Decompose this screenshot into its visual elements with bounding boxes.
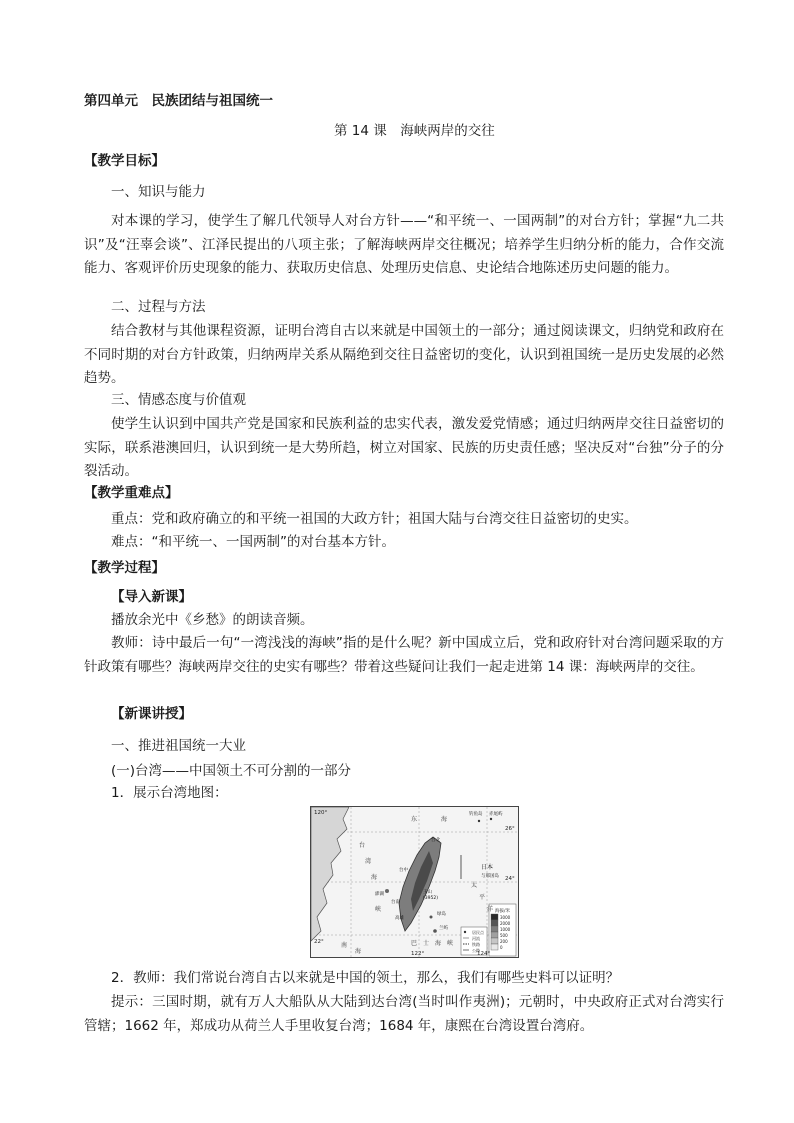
part-heading-1: 一、推进祖国统一大业	[111, 738, 246, 754]
section-objectives: 【教学目标】	[84, 153, 165, 169]
lat-label: 22°	[314, 939, 324, 945]
place-label: 日本	[481, 864, 494, 871]
difficulty-text: 难点：“和平统一、一国两制”的对台基本方针。	[111, 534, 395, 550]
new-lesson-heading: 【新课讲授】	[111, 706, 192, 722]
place-label: 绿岛	[437, 912, 446, 917]
legend-level: 3000	[500, 915, 511, 920]
hint-paragraph: 提示：三国时期，就有万人大船队从大陆到达台湾(当时叫作夷洲)；元朝时，中央政府正式对台湾实行管辖；1662 年，郑成功从荷兰人手里收复台湾；1684 年，康熙在台湾设置台湾府。	[84, 994, 724, 1034]
legend-item: 公路	[472, 948, 480, 953]
sea-label: 洋	[487, 906, 494, 913]
unit-title: 第四单元 民族团结与祖国统一	[84, 93, 273, 109]
place-label: 高雄	[395, 916, 404, 921]
sea-label: 台	[359, 842, 366, 849]
focus-text: 重点：党和政府确立的和平统一祖国的大政方针；祖国大陆与台湾交往日益密切的史实。	[111, 511, 638, 527]
legend-level: 200	[500, 939, 508, 944]
sea-label: 湾	[365, 858, 372, 865]
legend-level: 500	[500, 933, 508, 938]
sea-label: 海	[371, 874, 378, 881]
sea-label: 平	[479, 894, 486, 901]
objective-heading-1: 一、知识与能力	[111, 184, 206, 200]
legend-item: 居民点	[472, 930, 484, 935]
place-label: 兰屿	[439, 926, 448, 931]
section-process: 【教学过程】	[84, 560, 165, 576]
penghu-islands	[385, 889, 389, 893]
place-label: 澎湖	[375, 892, 384, 897]
item-2: 2．教师：我们常说台湾自古以来就是中国的领土，那么，我们有哪些史料可以证明？	[111, 970, 620, 986]
place-label: 台中	[399, 868, 408, 873]
intro-heading: 【导入新课】	[111, 589, 192, 605]
sea-label: 巴	[411, 940, 418, 947]
taiwan-map	[310, 806, 519, 958]
sea-label: 峡	[447, 940, 454, 947]
lon-label: 122°	[411, 951, 425, 957]
lat-label: 26°	[505, 826, 515, 832]
place-label: 台南	[391, 900, 400, 905]
place-label: 台北	[431, 838, 440, 843]
objective-paragraph-3: 使学生认识到中国共产党是国家和民族利益的忠实代表，激发爱党情感；通过归纳两岸交往日益密切的实际，联系港澳回归，认识到统一是大势所趋，树立对国家、民族的历史责任感；坚决反对“台独”分子的分裂活动。	[84, 416, 724, 479]
intro-paragraph-1: 播放余光中《乡愁》的朗读音频。	[111, 612, 314, 628]
sea-label: 士	[423, 940, 430, 947]
sea-label: 太	[471, 882, 478, 889]
sea-label: 东	[411, 816, 418, 823]
sea-label: 海	[435, 940, 442, 947]
legend-item: 河流	[472, 936, 480, 941]
legend-title: 海拔/米	[495, 909, 511, 914]
taiwan-map-graphic	[311, 807, 518, 957]
lat-label: 24°	[505, 876, 515, 882]
place-label: 赤尾屿	[489, 812, 503, 817]
objective-heading-2: 二、过程与方法	[111, 299, 206, 315]
lon-label: 124°	[477, 951, 491, 957]
objective-paragraph-1: 对本课的学习，使学生了解几代领导人对台方针——“和平统一、一国两制”的对台方针；掌握“九二共识”及“汪辜会谈”、江泽民提出的八项主张；了解海峡两岸交往概况；培养学生归纳分析的能力，合作交流能力、客观评价历史现象的能力、获取历史信息、处理历史信息、史论结合地陈述历史问题的能力。	[84, 213, 724, 276]
sea-label: 海	[355, 948, 362, 955]
legend-level: 0	[500, 945, 503, 950]
mainland-coast	[311, 807, 349, 941]
objective-heading-3: 三、情感态度与价值观	[111, 392, 246, 408]
place-label: 钓鱼岛	[469, 812, 483, 817]
sea-label: 海	[441, 816, 448, 823]
legend-item: 铁路	[472, 942, 480, 947]
intro-paragraph-2: 教师：诗中最后一句“一湾浅浅的海峡”指的是什么呢？新中国成立后，党和政府针对台湾问题采取的方针政策有哪些？海峡两岸交往的史实有哪些？带着这些疑问让我们一起走进第 14 课：海峡两岸的交往。	[84, 635, 724, 675]
legend-level: 2000	[500, 921, 511, 926]
sea-label: 峡	[375, 906, 382, 913]
sea-label: 南	[341, 942, 348, 949]
place-label: (3952)	[423, 896, 438, 901]
section-key-points: 【教学重难点】	[84, 485, 179, 501]
legend-level: 1000	[500, 927, 511, 932]
objective-paragraph-2: 结合教材与其他课程资源，证明台湾自古以来就是中国领土的一部分；通过阅读课文，归纳党和政府在不同时期的对台方针政策，归纳两岸关系从隔绝到交往日益密切的变化，认识到祖国统一是历史发展的必然趋势。	[84, 323, 724, 386]
lon-label: 120°	[314, 810, 328, 816]
lesson-title: 第 14 课 海峡两岸的交往	[334, 123, 495, 139]
subheading-1: (一)台湾——中国领土不可分割的一部分	[111, 763, 352, 779]
place-label: 与那国岛	[481, 874, 499, 879]
item-1: 1．展示台湾地图：	[111, 785, 228, 801]
place-label: 玉山	[423, 890, 432, 895]
